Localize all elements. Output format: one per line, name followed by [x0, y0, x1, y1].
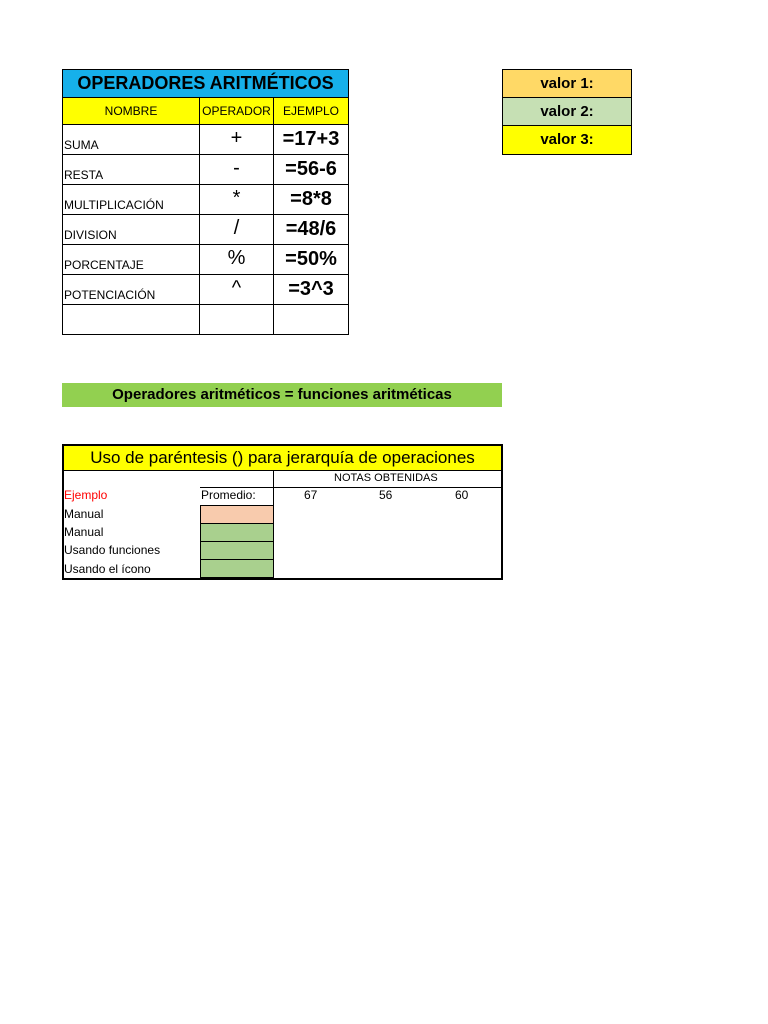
parentesis-table — [62, 444, 503, 580]
cell-nombre[interactable]: PORCENTAJE — [63, 245, 200, 275]
cell-nombre[interactable]: SUMA — [63, 125, 200, 155]
cell-ejemplo[interactable]: =17+3 — [274, 125, 349, 155]
nota-cell[interactable]: 60 — [455, 488, 469, 502]
cell-nombre[interactable] — [63, 305, 200, 335]
table-row — [63, 275, 349, 305]
cell-operador[interactable]: - — [200, 155, 274, 185]
promedio-cell[interactable] — [200, 541, 274, 560]
promedio-cell[interactable] — [200, 505, 274, 524]
table-row — [63, 155, 349, 185]
cell-ejemplo[interactable]: =48/6 — [274, 215, 349, 245]
cell-nombre[interactable]: POTENCIACIÓN — [63, 275, 200, 305]
cell-nombre[interactable]: RESTA — [63, 155, 200, 185]
banner-cell[interactable]: Operadores aritméticos = funciones aritméticas — [62, 383, 502, 407]
table-row — [63, 245, 349, 275]
cell-ejemplo[interactable]: =8*8 — [274, 185, 349, 215]
cell-operador[interactable]: * — [200, 185, 274, 215]
parentesis-table-title[interactable]: Uso de paréntesis () para jerarquía de operaciones — [64, 446, 501, 471]
cell-operador[interactable]: + — [200, 125, 274, 155]
row-label[interactable]: Manual — [64, 525, 104, 539]
cell-nombre[interactable]: MULTIPLICACIÓN — [63, 185, 200, 215]
operators-table-title[interactable]: OPERADORES ARITMÉTICOS — [63, 70, 349, 98]
table-row — [63, 215, 349, 245]
promedio-cell[interactable] — [200, 559, 274, 578]
nota-cell[interactable]: 56 — [379, 488, 393, 502]
cell-operador[interactable] — [200, 305, 274, 335]
cell-ejemplo[interactable] — [274, 305, 349, 335]
row-label[interactable]: Usando funciones — [64, 543, 161, 557]
cell-ejemplo[interactable]: =50% — [274, 245, 349, 275]
valor-3-cell[interactable]: valor 3: — [502, 125, 632, 155]
notas-header[interactable]: NOTAS OBTENIDAS — [334, 472, 438, 484]
cell-ejemplo[interactable]: =56-6 — [274, 155, 349, 185]
cell-ejemplo[interactable]: =3^3 — [274, 275, 349, 305]
row-label[interactable]: Usando el ícono — [64, 562, 151, 576]
table-row — [63, 125, 349, 155]
cell-operador[interactable]: % — [200, 245, 274, 275]
header-ejemplo[interactable]: EJEMPLO — [274, 98, 349, 125]
cell-operador[interactable]: / — [200, 215, 274, 245]
operators-table — [62, 69, 349, 335]
valor-2-cell[interactable]: valor 2: — [502, 97, 632, 127]
ejemplo-label[interactable]: Ejemplo — [64, 488, 108, 502]
table-row — [63, 185, 349, 215]
valor-1-cell[interactable]: valor 1: — [502, 69, 632, 99]
promedio-label[interactable]: Promedio: — [201, 488, 256, 502]
header-nombre[interactable]: NOMBRE — [63, 98, 200, 125]
table-row — [63, 305, 349, 335]
cell-operador[interactable]: ^ — [200, 275, 274, 305]
promedio-cell[interactable] — [200, 523, 274, 542]
header-operador[interactable]: OPERADOR — [200, 98, 274, 125]
row-label[interactable]: Manual — [64, 507, 104, 521]
cell-nombre[interactable]: DIVISION — [63, 215, 200, 245]
nota-cell[interactable]: 67 — [304, 488, 318, 502]
